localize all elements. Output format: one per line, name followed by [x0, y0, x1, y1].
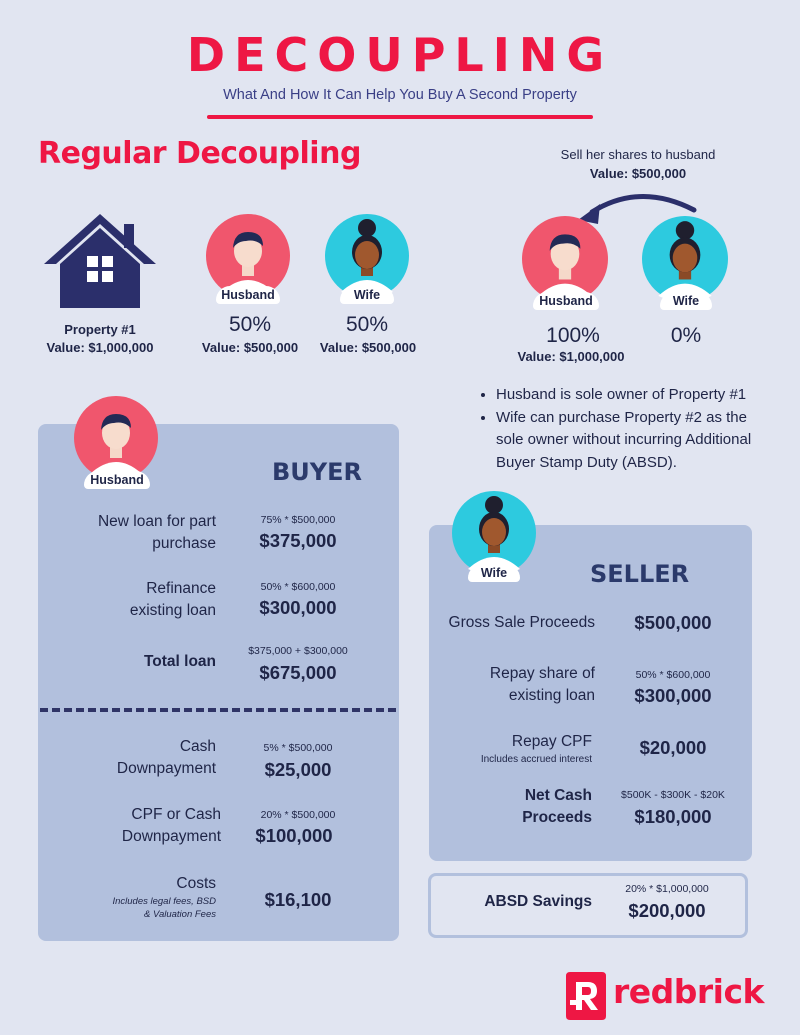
husband-share-value: Value: $500,000 [201, 340, 299, 355]
seller-chip: Wife [468, 564, 520, 582]
page-subtitle: What And How It Can Help You Buy A Second Property [223, 87, 577, 103]
buyer-row-calc: $375,000 + $300,000 [248, 645, 348, 657]
buyer-husband-avatar [74, 396, 158, 480]
page-title: DECOUPLING [186, 28, 614, 82]
bullet-item: • Wife can purchase Property #2 as the sole owner without incurring Additional Buyer Stamp Duty (ABSD). [496, 407, 778, 475]
buyer-row-calc: 20% * $500,000 [260, 809, 336, 821]
property-value: Value: $1,000,000 [46, 340, 154, 355]
seller-row-value: $300,000 [634, 685, 712, 706]
wife-after-avatar [642, 216, 728, 302]
absd-label: ABSD Savings [484, 893, 592, 910]
husband-after-avatar [522, 216, 608, 302]
buyer-row-calc: 5% * $500,000 [263, 742, 333, 754]
buyer-row-value: $25,000 [264, 759, 332, 780]
husband-chip: Husband [216, 286, 280, 304]
buyer-row-calc: 75% * $500,000 [260, 514, 336, 526]
brand-name: redbrick [613, 972, 764, 1011]
buyer-costs-value: $16,100 [264, 889, 332, 910]
buyer-heading: BUYER [272, 458, 363, 486]
buyer-row-value: $100,000 [255, 825, 333, 846]
buyer-row-label: Refinance existing loan [129, 580, 216, 619]
seller-row-calc: $500K - $300K - $20K [621, 789, 725, 801]
seller-wife-avatar [452, 491, 536, 575]
buyer-row-label: CPF or Cash Downpayment [121, 806, 221, 845]
absd-value: $200,000 [628, 900, 706, 921]
transfer-text: Sell her shares to husband [560, 147, 716, 162]
husband-after-value: Value: $1,000,000 [517, 349, 625, 364]
wife-after-share: 0% [670, 324, 702, 347]
seller-row-calc: 50% * $600,000 [635, 669, 711, 681]
seller-row-label: Repay CPF Includes accrued interest [480, 733, 592, 765]
husband-after-chip: Husband [533, 292, 599, 310]
buyer-costs-label: Costs Includes legal fees, BSD & Valuation Fees [112, 875, 216, 920]
buyer-total-label: Total loan [143, 653, 216, 670]
absd-calc: 20% * $1,000,000 [625, 883, 709, 895]
seller-net-value: $180,000 [634, 806, 712, 827]
seller-row-label: Net Cash Proceeds [522, 787, 592, 826]
seller-row-label: Repay share of existing loan [489, 665, 595, 704]
seller-row-label: Gross Sale Proceeds [448, 614, 595, 631]
husband-share: 50% [228, 313, 272, 336]
title-underline [207, 115, 593, 119]
dashed-divider [40, 708, 396, 712]
buyer-row-label: Cash Downpayment [116, 738, 216, 777]
buyer-row-label: New loan for part purchase [97, 513, 216, 552]
property-label: Property #1 [64, 322, 136, 337]
seller-row-value: $500,000 [634, 612, 712, 633]
buyer-chip: Husband [84, 471, 150, 489]
wife-share: 50% [345, 313, 389, 336]
husband-after-share: 100% [546, 324, 600, 347]
buyer-row-value: $375,000 [259, 530, 337, 551]
seller-row-value: $20,000 [639, 737, 707, 758]
buyer-row-value: $300,000 [259, 597, 337, 618]
section-title: Regular Decoupling [38, 136, 361, 171]
house-icon [42, 210, 158, 315]
seller-heading: SELLER [590, 560, 690, 588]
wife-share-value: Value: $500,000 [319, 340, 417, 355]
bullet-item: • Husband is sole owner of Property #1 [496, 384, 778, 407]
redbrick-logo-icon [566, 972, 606, 1025]
wife-chip: Wife [340, 286, 394, 304]
bullet-list [478, 384, 778, 474]
buyer-row-calc: 50% * $600,000 [260, 581, 336, 593]
buyer-total-value: $675,000 [259, 662, 337, 683]
wife-after-chip: Wife [660, 292, 712, 310]
transfer-value: Value: $500,000 [589, 166, 687, 181]
